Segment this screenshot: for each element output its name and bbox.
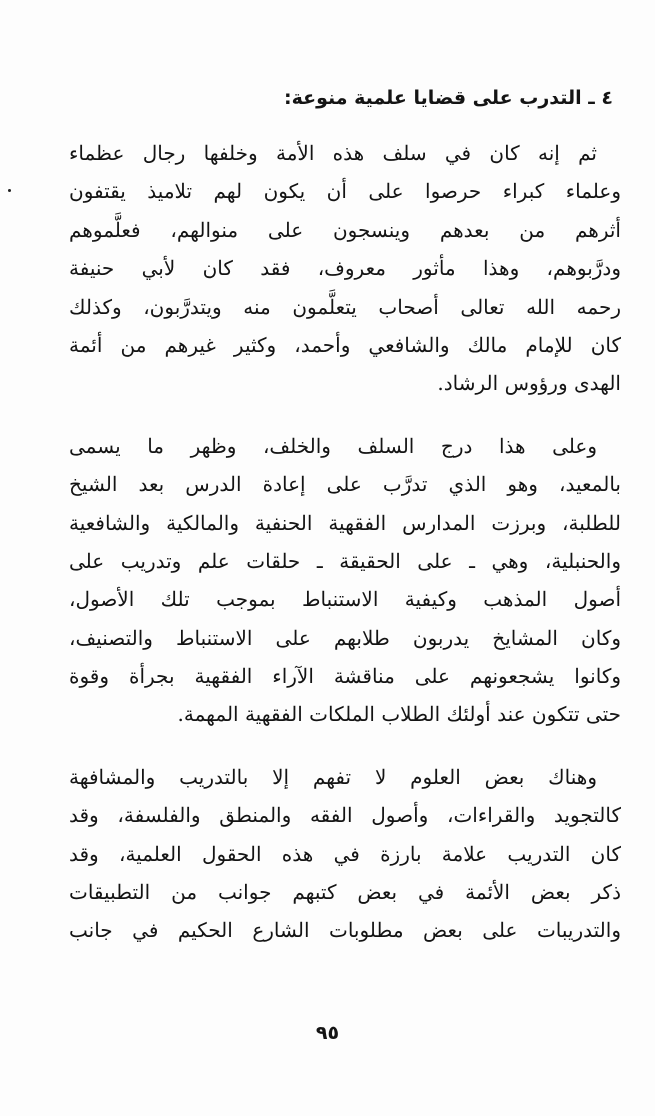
text-line: رحمه الله تعالى أصحاب يتعلَّمون منه ويتدرَّبون، وكذلك	[69, 294, 621, 319]
text-line: وكانوا يشجعونهم على مناقشة الآراء الفقهية بجرأة وقوة	[69, 664, 621, 689]
text-line: وعلماء كبراء حرصوا على أن يكون لهم تلاميذ يقتفون	[69, 179, 621, 204]
text-line: كالتجويد والقراءات، وأصول الفقه والمنطق والفلسفة، وقد	[69, 803, 621, 828]
text-line: ودرَّبوهم، وهذا مأثور معروف، فقد كان لأبي حنيفة	[69, 256, 621, 281]
body-text	[69, 134, 621, 974]
paragraph-1	[69, 134, 621, 403]
page-number: ٩٥	[315, 1022, 340, 1044]
text-line: كان التدريب علامة بارزة في هذه الحقول العلمية، وقد	[69, 841, 621, 866]
paragraph-3	[69, 758, 621, 950]
text-line: أصول المذهب وكيفية الاستنباط بموجب تلك الأصول،	[69, 587, 621, 612]
text-line: وهناك بعض العلوم لا تفهم إلا بالتدريب والمشافهة	[69, 764, 597, 789]
text-line: والتدريبات على بعض مطلوبات الشارع الحكيم في جانب	[69, 918, 621, 943]
text-line: وكان المشايخ يدربون طلابهم على الاستنباط والتصنيف،	[69, 625, 621, 650]
text-line: الهدى ورؤوس الرشاد.	[437, 371, 621, 396]
text-line: ثم إنه كان في سلف هذه الأمة وخلفها رجال عظماء	[69, 141, 597, 165]
text-line: للطلبة، وبرزت المدارس الفقهية الحنفية والمالكية والشافعية	[69, 510, 621, 535]
text-line: وعلى هذا درج السلف والخلف، وظهر ما يسمى	[69, 433, 597, 458]
section-heading: ٤ ـ التدرب على قضايا علمية منوعة:	[283, 87, 613, 109]
text-line: حتى تتكون عند أولئك الطلاب الملكات الفقهية المهمة.	[177, 702, 621, 727]
text-line: أثرهم من بعدهم وينسجون على منوالهم، فعلَّموهم	[69, 217, 621, 242]
text-line: ذكر بعض الأئمة في بعض كتبهم جوانب من التطبيقات	[69, 880, 621, 905]
text-line: والحنبلية، وهي ـ على الحقيقة ـ حلقات علم وتدريب على	[69, 548, 621, 573]
text-line: بالمعيد، وهو الذي تدرَّب على إعادة الدرس بعد الشيخ	[69, 472, 621, 497]
text-line: كان للإمام مالك والشافعي وأحمد، وكثير غيرهم من أئمة	[69, 332, 621, 357]
paragraph-2	[69, 427, 621, 734]
margin-mark	[8, 189, 11, 192]
